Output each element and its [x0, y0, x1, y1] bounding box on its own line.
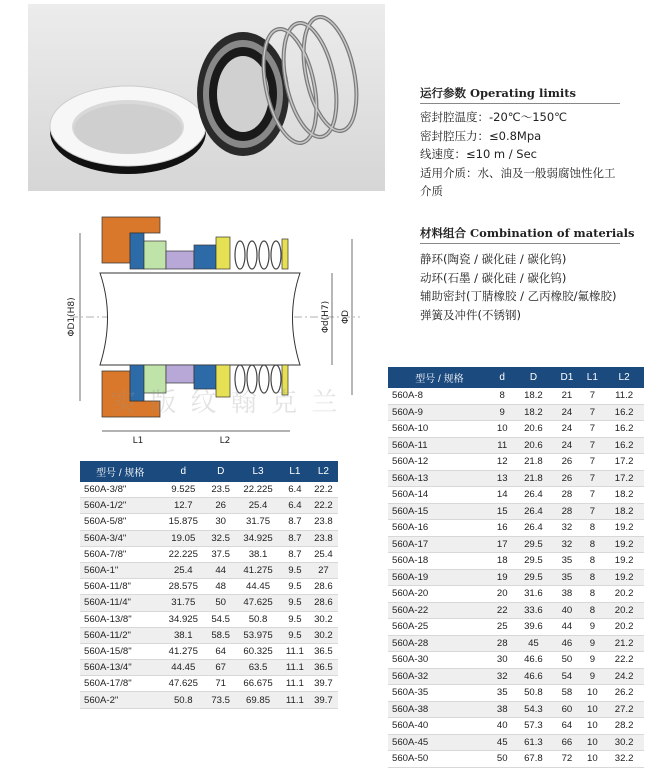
table-cell: 560A-9: [388, 404, 491, 421]
table-cell: 21.8: [514, 470, 554, 487]
table-cell: 11.1: [281, 643, 309, 659]
table-cell: 39.7: [309, 692, 338, 708]
table-row: [388, 421, 644, 438]
table-cell: 6.4: [281, 482, 309, 498]
table-cell: 38.1: [160, 627, 206, 643]
column-header: d: [160, 461, 206, 482]
material-line: 辅助密封(丁腈橡胶 / 乙丙橡胶/氟橡胶): [420, 289, 617, 303]
operating-limits-list: [420, 108, 640, 201]
dim-d1: ΦD1(H8): [67, 297, 77, 337]
table-cell: 560A-38: [388, 701, 491, 718]
table-cell: 44.45: [235, 579, 281, 595]
seal-cross-section-drawing: [60, 205, 370, 450]
table-cell: 15: [491, 503, 514, 520]
table-cell: 9.5: [281, 562, 309, 578]
table-row: [388, 503, 644, 520]
table-cell: 11.2: [604, 388, 644, 404]
table-cell: 54: [553, 668, 580, 685]
table-cell: 40: [553, 602, 580, 619]
table-cell: 11.1: [281, 660, 309, 676]
table-row: [80, 482, 338, 498]
table-cell: 26.4: [514, 503, 554, 520]
table-cell: 20.2: [604, 602, 644, 619]
table-cell: 31.75: [235, 514, 281, 530]
table-cell: 26: [206, 498, 235, 514]
column-header: L1: [581, 367, 605, 388]
table-cell: 16: [491, 520, 514, 537]
metric-size-table: [388, 367, 644, 768]
table-cell: 71: [206, 676, 235, 692]
table-cell: 9.5: [281, 627, 309, 643]
table-cell: 38.1: [235, 546, 281, 562]
table-cell: 8.7: [281, 514, 309, 530]
table-cell: 24.2: [604, 668, 644, 685]
table-cell: 8: [581, 553, 605, 570]
table-cell: 560A-13: [388, 470, 491, 487]
table-cell: 22.2: [309, 498, 338, 514]
table-cell: 10: [491, 421, 514, 438]
table-cell: 7: [581, 421, 605, 438]
table-cell: 48: [206, 579, 235, 595]
table-cell: 10: [581, 718, 605, 735]
table-cell: 13: [491, 470, 514, 487]
column-header: L3: [235, 461, 281, 482]
table-cell: 69.85: [235, 692, 281, 708]
table-cell: 560A-16: [388, 520, 491, 537]
table-row: [388, 635, 644, 652]
inch-size-table: [80, 461, 338, 709]
table-cell: 23.5: [206, 482, 235, 498]
material-line: 动环(石墨 / 碳化硅 / 碳化钨): [420, 270, 567, 285]
table-cell: 560A-3/4": [80, 530, 160, 546]
table-cell: 29.5: [514, 536, 554, 553]
table-row: [388, 652, 644, 669]
table-cell: 35: [553, 569, 580, 586]
dim-D: ΦD: [341, 309, 351, 325]
table-cell: 560A-11/4": [80, 595, 160, 611]
table-cell: 50.8: [514, 685, 554, 702]
table-row: [80, 530, 338, 546]
table-cell: 560A-15: [388, 503, 491, 520]
table-cell: 10: [581, 685, 605, 702]
table-cell: 32: [491, 668, 514, 685]
table-row: [388, 404, 644, 421]
table-cell: 560A-11/2": [80, 627, 160, 643]
table-cell: 19.2: [604, 520, 644, 537]
table-cell: 34.925: [160, 611, 206, 627]
table-cell: 22.2: [604, 652, 644, 669]
table-cell: 560A-17: [388, 536, 491, 553]
table-cell: 47.625: [235, 595, 281, 611]
table-cell: 560A-22: [388, 602, 491, 619]
table-row: [388, 536, 644, 553]
table-row: [80, 514, 338, 530]
table-cell: 9: [581, 652, 605, 669]
table-cell: 21.2: [604, 635, 644, 652]
table-cell: 25: [491, 619, 514, 636]
table-cell: 63.5: [235, 660, 281, 676]
table-row: [80, 611, 338, 627]
table-cell: 22.225: [235, 482, 281, 498]
column-header: 型号 / 规格: [80, 461, 160, 482]
table-cell: 17.2: [604, 454, 644, 471]
table-cell: 35: [491, 685, 514, 702]
table-cell: 45: [491, 734, 514, 751]
table-cell: 560A-10: [388, 421, 491, 438]
table-cell: 6.4: [281, 498, 309, 514]
table-cell: 560A-19: [388, 569, 491, 586]
table-cell: 28: [553, 487, 580, 504]
table-cell: 560A-18: [388, 553, 491, 570]
table-cell: 560A-12: [388, 454, 491, 471]
table-row: [388, 437, 644, 454]
table-cell: 560A-8: [388, 388, 491, 404]
table-cell: 560A-28: [388, 635, 491, 652]
table-cell: 20.6: [514, 421, 554, 438]
table-cell: 26: [553, 470, 580, 487]
table-cell: 9.5: [281, 579, 309, 595]
column-header: L2: [309, 461, 338, 482]
table-cell: 21: [553, 388, 580, 404]
column-header: d: [491, 367, 514, 388]
table-cell: 560A-25: [388, 619, 491, 636]
table-cell: 20.6: [514, 437, 554, 454]
table-cell: 33.6: [514, 602, 554, 619]
operating-line: 线速度：≤10 m / Sec: [420, 147, 538, 161]
table-cell: 9: [581, 619, 605, 636]
column-header: D: [206, 461, 235, 482]
table-cell: 27.2: [604, 701, 644, 718]
table-cell: 35: [553, 553, 580, 570]
watermark-text: 实 版 纹 翰 克 兰: [110, 388, 341, 418]
table-cell: 7: [581, 470, 605, 487]
table-cell: 7: [581, 454, 605, 471]
table-cell: 32: [553, 520, 580, 537]
table-cell: 41.275: [235, 562, 281, 578]
table-cell: 18.2: [604, 503, 644, 520]
table-cell: 7: [581, 487, 605, 504]
table-cell: 30: [491, 652, 514, 669]
table-cell: 67: [206, 660, 235, 676]
table-cell: 26.4: [514, 487, 554, 504]
operating-divider: [420, 103, 620, 104]
column-header: D1: [553, 367, 580, 388]
table-cell: 11: [491, 437, 514, 454]
table-cell: 40: [491, 718, 514, 735]
table-row: [80, 595, 338, 611]
table-cell: 7: [581, 437, 605, 454]
table-cell: 8: [581, 536, 605, 553]
table-cell: 24: [553, 421, 580, 438]
table-cell: 19.05: [160, 530, 206, 546]
table-cell: 44.45: [160, 660, 206, 676]
table-cell: 9: [491, 404, 514, 421]
table-cell: 46: [553, 635, 580, 652]
table-cell: 10: [581, 734, 605, 751]
table-row: [388, 701, 644, 718]
table-cell: 44: [206, 562, 235, 578]
table-cell: 39.6: [514, 619, 554, 636]
table-cell: 38: [491, 701, 514, 718]
table-row: [388, 487, 644, 504]
table-cell: 23.8: [309, 530, 338, 546]
table-cell: 17: [491, 536, 514, 553]
table-cell: 9: [581, 635, 605, 652]
table-cell: 18.2: [514, 404, 554, 421]
table-cell: 8.7: [281, 530, 309, 546]
table-cell: 67.8: [514, 751, 554, 768]
table-cell: 66: [553, 734, 580, 751]
table-cell: 47.625: [160, 676, 206, 692]
table-cell: 46.6: [514, 668, 554, 685]
table-cell: 26: [553, 454, 580, 471]
table-cell: 66.675: [235, 676, 281, 692]
table-row: [80, 643, 338, 659]
table-cell: 560A-14: [388, 487, 491, 504]
table-row: [388, 586, 644, 603]
table-cell: 9: [581, 668, 605, 685]
table-cell: 560A-15/8": [80, 643, 160, 659]
table-row: [388, 454, 644, 471]
table-cell: 20.2: [604, 619, 644, 636]
table-row: [388, 685, 644, 702]
table-cell: 28: [553, 503, 580, 520]
table-cell: 12: [491, 454, 514, 471]
table-cell: 58: [553, 685, 580, 702]
table-row: [80, 562, 338, 578]
table-cell: 14: [491, 487, 514, 504]
table-cell: 25.4: [235, 498, 281, 514]
table-cell: 9.525: [160, 482, 206, 498]
table-cell: 560A-40: [388, 718, 491, 735]
table-cell: 560A-13/4": [80, 660, 160, 676]
dim-d: Φd(H7): [321, 300, 331, 334]
operating-limits-title: 运行参数 Operating limits: [420, 86, 577, 100]
table-cell: 18.2: [514, 388, 554, 404]
table-cell: 22: [491, 602, 514, 619]
table-cell: 30.2: [604, 734, 644, 751]
table-cell: 30: [206, 514, 235, 530]
table-cell: 61.3: [514, 734, 554, 751]
table-cell: 11.1: [281, 692, 309, 708]
table-cell: 16.2: [604, 437, 644, 454]
table-cell: 25.4: [309, 546, 338, 562]
table-cell: 8: [581, 569, 605, 586]
table-cell: 19.2: [604, 569, 644, 586]
materials-list: [420, 250, 640, 324]
material-line: 弹簧及冲件(不锈钢): [420, 307, 521, 322]
table-cell: 560A-35: [388, 685, 491, 702]
table-cell: 36.5: [309, 643, 338, 659]
table-cell: 18.2: [604, 487, 644, 504]
table-cell: 28.6: [309, 595, 338, 611]
table-cell: 29.5: [514, 569, 554, 586]
table-cell: 9.5: [281, 611, 309, 627]
table-cell: 58.5: [206, 627, 235, 643]
table-cell: 28.575: [160, 579, 206, 595]
table-row: [80, 579, 338, 595]
table-cell: 16.2: [604, 404, 644, 421]
table-cell: 560A-20: [388, 586, 491, 603]
table-cell: 16.2: [604, 421, 644, 438]
table-cell: 7: [581, 503, 605, 520]
table-row: [388, 718, 644, 735]
column-header: 型号 / 规格: [388, 367, 491, 388]
operating-line: 介质: [420, 184, 443, 198]
table-cell: 30.2: [309, 611, 338, 627]
table-cell: 34.925: [235, 530, 281, 546]
table-cell: 60: [553, 701, 580, 718]
table-cell: 32: [553, 536, 580, 553]
table-row: [388, 569, 644, 586]
table-cell: 50.8: [160, 692, 206, 708]
table-cell: 54.3: [514, 701, 554, 718]
table-cell: 26.4: [514, 520, 554, 537]
table-cell: 38: [553, 586, 580, 603]
table-cell: 32.5: [206, 530, 235, 546]
table-cell: 9.5: [281, 595, 309, 611]
table-row: [388, 553, 644, 570]
dim-l2: L2: [219, 436, 231, 446]
table-cell: 25.4: [160, 562, 206, 578]
table-cell: 28.2: [604, 718, 644, 735]
table-row: [388, 602, 644, 619]
operating-line: 密封腔温度：-20℃～150℃: [420, 110, 568, 124]
table-cell: 560A-7/8": [80, 546, 160, 562]
table-cell: 19: [491, 569, 514, 586]
table-cell: 560A-17/8": [80, 676, 160, 692]
table-cell: 560A-11: [388, 437, 491, 454]
table-row: [388, 668, 644, 685]
table-row: [80, 627, 338, 643]
table-cell: 32.2: [604, 751, 644, 768]
table-row: [80, 546, 338, 562]
table-row: [388, 470, 644, 487]
column-header: D: [514, 367, 554, 388]
table-cell: 11.1: [281, 676, 309, 692]
table-cell: 560A-1": [80, 562, 160, 578]
table-cell: 39.7: [309, 676, 338, 692]
table-cell: 22.2: [309, 482, 338, 498]
table-cell: 64: [553, 718, 580, 735]
dim-l1: L1: [132, 436, 144, 446]
table-cell: 28: [491, 635, 514, 652]
table-cell: 20: [491, 586, 514, 603]
table-row: [388, 751, 644, 768]
table-cell: 50: [553, 652, 580, 669]
materials-title: 材料组合 Combination of materials: [420, 226, 635, 240]
table-cell: 26.2: [604, 685, 644, 702]
table-cell: 41.275: [160, 643, 206, 659]
table-row: [388, 619, 644, 636]
table-cell: 560A-2": [80, 692, 160, 708]
table-cell: 50: [206, 595, 235, 611]
table-cell: 27: [309, 562, 338, 578]
table-cell: 21.8: [514, 454, 554, 471]
table-cell: 560A-3/8": [80, 482, 160, 498]
table-cell: 36.5: [309, 660, 338, 676]
operating-line: 密封腔压力：≤0.8Mpa: [420, 128, 542, 143]
table-cell: 17.2: [604, 470, 644, 487]
table-cell: 29.5: [514, 553, 554, 570]
table-cell: 8: [581, 602, 605, 619]
table-cell: 50: [491, 751, 514, 768]
table-cell: 8: [581, 520, 605, 537]
table-cell: 53.975: [235, 627, 281, 643]
table-cell: 50.8: [235, 611, 281, 627]
table-cell: 15.875: [160, 514, 206, 530]
table-cell: 560A-50: [388, 751, 491, 768]
table-cell: 24: [553, 404, 580, 421]
table-cell: 560A-45: [388, 734, 491, 751]
table-cell: 31.6: [514, 586, 554, 603]
table-cell: 7: [581, 404, 605, 421]
table-cell: 10: [581, 701, 605, 718]
table-cell: 37.5: [206, 546, 235, 562]
product-photo: [28, 4, 385, 191]
table-cell: 72: [553, 751, 580, 768]
table-cell: 46.6: [514, 652, 554, 669]
table-cell: 57.3: [514, 718, 554, 735]
table-cell: 8: [491, 388, 514, 404]
table-cell: 23.8: [309, 514, 338, 530]
table-cell: 8.7: [281, 546, 309, 562]
table-cell: 560A-32: [388, 668, 491, 685]
table-cell: 20.2: [604, 586, 644, 603]
table-cell: 28.6: [309, 579, 338, 595]
table-row: [80, 660, 338, 676]
material-line: 静环(陶瓷 / 碳化硅 / 碳化钨): [420, 252, 567, 266]
table-cell: 560A-5/8": [80, 514, 160, 530]
table-row: [388, 388, 644, 404]
table-cell: 560A-13/8": [80, 611, 160, 627]
table-cell: 73.5: [206, 692, 235, 708]
table-cell: 24: [553, 437, 580, 454]
table-row: [388, 734, 644, 751]
table-cell: 560A-30: [388, 652, 491, 669]
table-cell: 12.7: [160, 498, 206, 514]
table-cell: 22.225: [160, 546, 206, 562]
table-cell: 54.5: [206, 611, 235, 627]
table-row: [80, 676, 338, 692]
table-cell: 560A-1/2": [80, 498, 160, 514]
table-cell: 19.2: [604, 553, 644, 570]
table-row: [80, 498, 338, 514]
table-cell: 19.2: [604, 536, 644, 553]
table-cell: 45: [514, 635, 554, 652]
column-header: L2: [604, 367, 644, 388]
column-header: L1: [281, 461, 309, 482]
table-cell: 18: [491, 553, 514, 570]
table-cell: 560A-11/8": [80, 579, 160, 595]
table-cell: 31.75: [160, 595, 206, 611]
operating-line: 适用介质：水、油及一般弱腐蚀性化工: [420, 165, 616, 180]
table-cell: 10: [581, 751, 605, 768]
table-cell: 8: [581, 586, 605, 603]
table-cell: 44: [553, 619, 580, 636]
materials-divider: [420, 243, 620, 244]
table-cell: 64: [206, 643, 235, 659]
table-row: [388, 520, 644, 537]
table-cell: 30.2: [309, 627, 338, 643]
table-cell: 60.325: [235, 643, 281, 659]
table-cell: 7: [581, 388, 605, 404]
table-row: [80, 692, 338, 708]
